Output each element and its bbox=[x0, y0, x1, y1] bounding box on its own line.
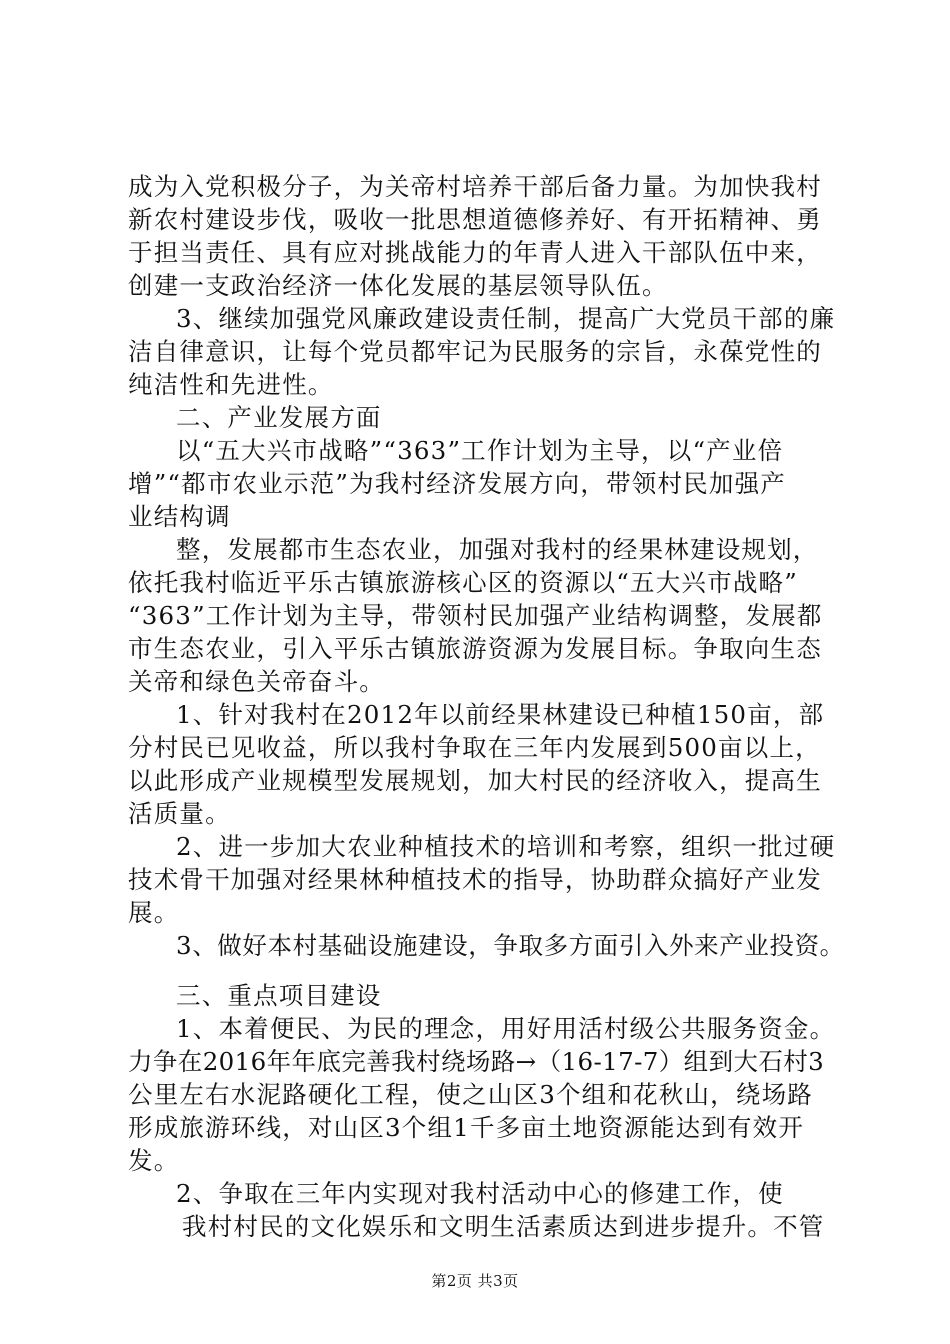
body-line: 依托我村临近平乐古镇旅游核心区的资源以“五大兴市战略” bbox=[128, 568, 798, 597]
body-line: 技术骨干加强对经果林种植技术的指导，协助群众搞好产业发 bbox=[128, 865, 822, 894]
page-footer: 第2页 共3页 bbox=[431, 1272, 519, 1290]
body-line: 洁自律意识，让每个党员都牢记为民服务的宗旨，永葆党性的 bbox=[128, 337, 822, 366]
body-line: 公里左右水泥路硬化工程，使之山区3个组和花秋山，绕场路 bbox=[128, 1080, 813, 1109]
body-line: 3、做好本村基础设施建设，争取多方面引入外来产业投资。 bbox=[176, 931, 845, 960]
body-line: 1、本着便民、为民的理念，用好用活村级公共服务资金。 bbox=[176, 1014, 836, 1043]
body-line: 力争在2016年年底完善我村绕场路→（16-17-7）组到大石村3 bbox=[128, 1047, 825, 1076]
body-line: 整，发展都市生态农业，加强对我村的经果林建设规划， bbox=[176, 535, 819, 564]
body-line: 活质量。 bbox=[128, 799, 231, 828]
body-line: 纯洁性和先进性。 bbox=[128, 370, 334, 399]
body-line: 创建一支政治经济一体化发展的基层领导队伍。 bbox=[128, 271, 668, 300]
body-line: 成为入党积极分子，为关帝村培养干部后备力量。为加快我村 bbox=[128, 172, 822, 201]
body-line: 形成旅游环线，对山区3个组1千多亩土地资源能达到有效开 bbox=[128, 1113, 805, 1142]
body-line: 分村民已见收益，所以我村争取在三年内发展到500亩以上， bbox=[128, 733, 821, 762]
body-line: 我村村民的文化娱乐和文明生活素质达到进步提升。不管 bbox=[182, 1212, 825, 1241]
body-line: 3、继续加强党风廉政建设责任制，提高广大党员干部的廉 bbox=[176, 304, 836, 333]
section-heading: 二、产业发展方面 bbox=[176, 403, 382, 432]
body-line: 1、针对我村在2012年以前经果林建设已种植150亩，部 bbox=[176, 700, 825, 729]
body-line: 以此形成产业规模型发展规划，加大村民的经济收入，提高生 bbox=[128, 766, 822, 795]
body-line: 关帝和绿色关帝奋斗。 bbox=[128, 667, 385, 696]
body-line: 于担当责任、具有应对挑战能力的年青人进入干部队伍中来， bbox=[128, 238, 822, 267]
body-line: 展。 bbox=[128, 898, 180, 927]
body-line: 市生态农业，引入平乐古镇旅游资源为发展目标。争取向生态 bbox=[128, 634, 822, 663]
section-heading: 三、重点项目建设 bbox=[176, 981, 382, 1010]
body-line: 2、进一步加大农业种植技术的培训和考察，组织一批过硬 bbox=[176, 832, 836, 861]
body-line: 以“五大兴市战略”“363”工作计划为主导，以“产业倍 bbox=[176, 436, 784, 465]
body-line: 增”“都市农业示范”为我村经济发展方向，带领村民加强产 bbox=[128, 469, 786, 498]
body-line: 新农村建设步伐，吸收一批思想道德修养好、有开拓精神、勇 bbox=[128, 205, 822, 234]
body-line: 2、争取在三年内实现对我村活动中心的修建工作，使 bbox=[176, 1179, 784, 1208]
body-line: “363”工作计划为主导，带领村民加强产业结构调整，发展都 bbox=[128, 601, 823, 630]
body-line: 发。 bbox=[128, 1146, 180, 1175]
body-line: 业结构调 bbox=[128, 502, 231, 531]
